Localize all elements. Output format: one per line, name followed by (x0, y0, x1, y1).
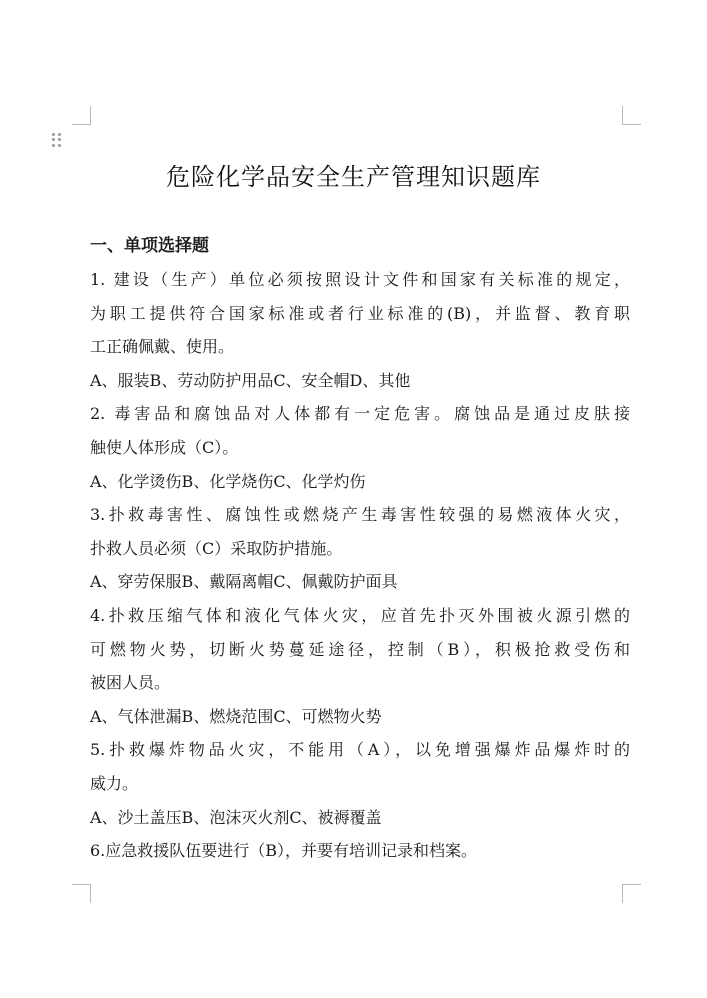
text-line: A、穿劳保服B、戴隔离帽C、佩戴防护面具 (90, 572, 398, 592)
page-margin-corner-bottom-left (72, 884, 91, 903)
text-line: A、沙土盖压B、泡沫灭火剂C、被褥覆盖 (90, 807, 382, 827)
text-line: 为职工提供符合国家标准或者行业标准的(B)，并监督、教育职 (90, 303, 630, 323)
document-title: 危险化学品安全生产管理知识题库 (166, 163, 541, 191)
text-line: 3.扑救毒害性、腐蚀性或燃烧产生毒害性较强的易燃液体火灾， (90, 505, 630, 525)
text-line: 可燃物火势，切断火势蔓延途径，控制（B），积极抢救受伤和 (90, 639, 630, 659)
text-line: 威力。 (90, 773, 139, 793)
drag-handle-icon[interactable] (52, 133, 62, 147)
page-margin-corner-top-right (622, 106, 641, 125)
question-list (90, 263, 630, 868)
text-line: 2. 毒害品和腐蚀品对人体都有一定危害。腐蚀品是通过皮肤接 (90, 404, 630, 424)
text-line: A、服装B、劳动防护用品C、安全帽D、其他 (90, 370, 411, 390)
text-line: A、化学烫伤B、化学烧伤C、化学灼伤 (90, 471, 366, 491)
document-body (90, 229, 630, 868)
text-line: 6.应急救援队伍要进行（B），并要有培训记录和档案。 (90, 841, 478, 861)
text-line: 触使人体形成（C）。 (90, 437, 239, 457)
page-margin-corner-bottom-right (622, 884, 641, 903)
text-line: 被困人员。 (90, 673, 171, 693)
text-line: 5.扑救爆炸物品火灾，不能用（A），以免增强爆炸品爆炸时的 (90, 740, 630, 760)
text-line: A、气体泄漏B、燃烧范围C、可燃物火势 (90, 706, 382, 726)
text-line: 工正确佩戴、使用。 (90, 337, 235, 357)
text-line: 4.扑救压缩气体和液化气体火灾，应首先扑灭外围被火源引燃的 (90, 605, 630, 625)
page-margin-corner-top-left (72, 106, 91, 125)
text-line: 扑救人员必须（C）采取防护措施。 (90, 538, 343, 558)
text-line: 1. 建设（生产）单位必须按照设计文件和国家有关标准的规定， (90, 270, 630, 289)
section-heading: 一、单项选择题 (90, 236, 209, 256)
